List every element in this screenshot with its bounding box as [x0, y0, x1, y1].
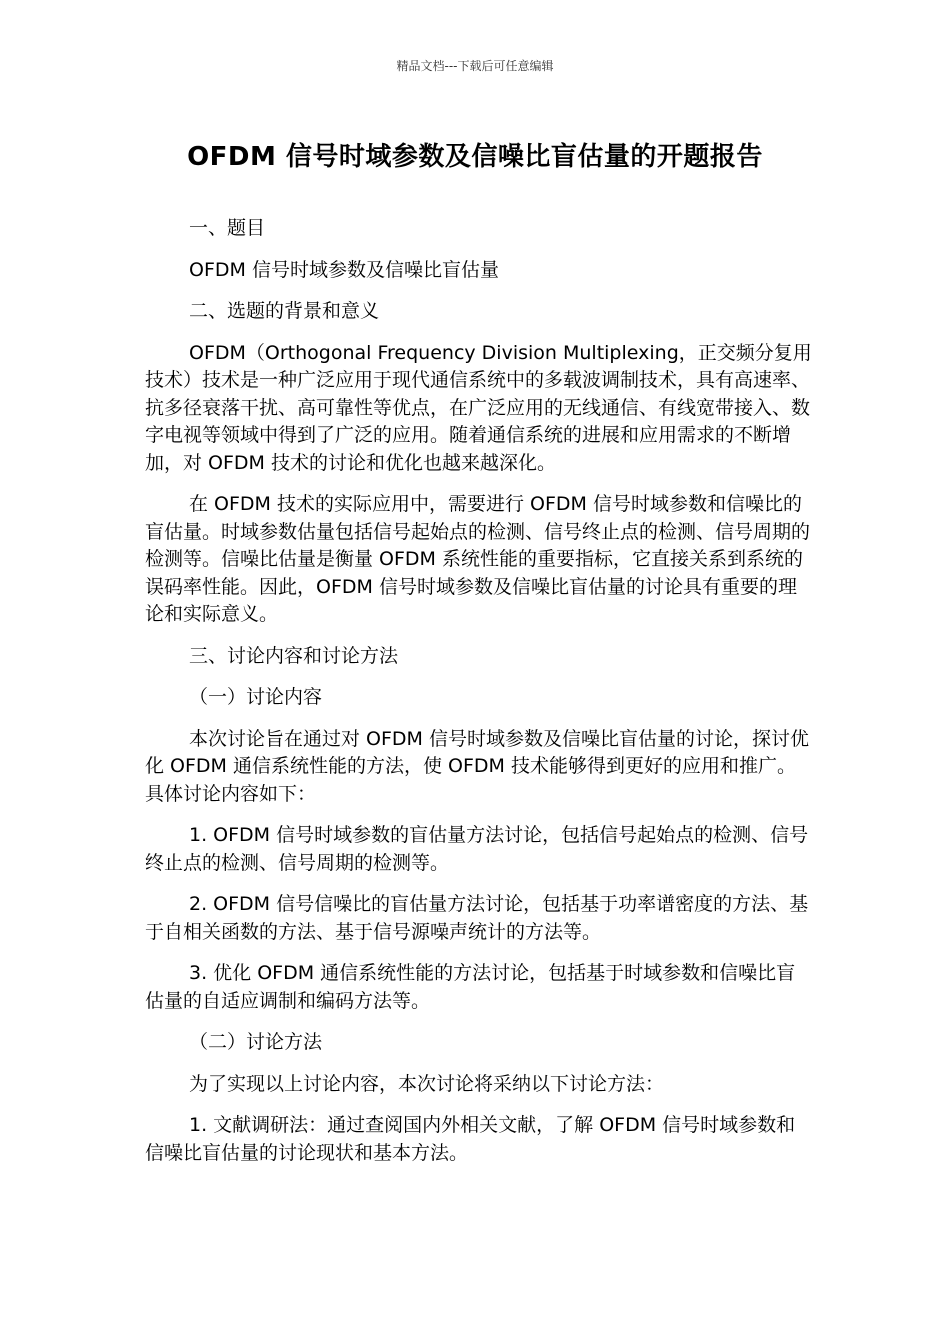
section-heading-topic: 一、题目: [189, 217, 266, 239]
subsection-heading-methods: （二）讨论方法: [189, 1031, 323, 1053]
section-heading-background: 二、选题的背景和意义: [189, 300, 380, 322]
section-heading-content-methods: 三、讨论内容和讨论方法: [189, 644, 399, 667]
background-paragraph-2: 在 OFDM 技术的实际应用中，需要进行 OFDM 信号时域参数和信噪比的盲估量。时域参数估量包括信号起始点的检测、信号终止点的检测、信号周期的检测等。信噪比估量是衡量 OFDM 系统性能的重要指标，它直接关系到系统的误码率性能。因此，OFDM 信号时域参数及信噪比盲估量的讨论具有重要的理论和实际意义。: [145, 493, 811, 625]
topic-text: OFDM 信号时域参数及信噪比盲估量: [189, 258, 499, 281]
document-title: OFDM 信号时域参数及信噪比盲估量的开题报告: [187, 142, 763, 172]
content-intro-paragraph: 本次讨论旨在通过对 OFDM 信号时域参数及信噪比盲估量的讨论，探讨优化 OFDM 通信系统性能的方法，使 OFDM 技术能够得到更好的应用和推广。具体讨论内容如下：: [145, 727, 809, 805]
content-list-item-3: 3. 优化 OFDM 通信系统性能的方法讨论，包括基于时域参数和信噪比盲估量的自适应调制和编码方法等。: [145, 962, 796, 1012]
content-list-item-1: 1. OFDM 信号时域参数的盲估量方法讨论，包括信号起始点的检测、信号终止点的检测、信号周期的检测等。: [145, 824, 809, 874]
content-list-item-2: 2. OFDM 信号信噪比的盲估量方法讨论，包括基于功率谱密度的方法、基于自相关函数的方法、基于信号源噪声统计的方法等。: [145, 893, 809, 943]
document-body: [145, 215, 813, 1181]
page-header-note: 精品文档---下载后可任意编辑: [396, 59, 554, 73]
methods-list-item-1: 1. 文献调研法：通过查阅国内外相关文献，了解 OFDM 信号时域参数和信噪比盲估量的讨论现状和基本方法。: [145, 1114, 796, 1164]
methods-intro-paragraph: 为了实现以上讨论内容，本次讨论将采纳以下讨论方法：: [189, 1072, 665, 1095]
background-paragraph-1: OFDM（Orthogonal Frequency Division Multiplexing，正交频分复用技术）技术是一种广泛应用于现代通信系统中的多载波调制技术，具有高速率、抗多径衰落干扰、高可靠性等优点，在广泛应用的无线通信、有线宽带接入、数字电视等领域中得到了广泛的应用。随着通信系统的进展和应用需求的不断增加，对 OFDM 技术的讨论和优化也越来越深化。: [145, 341, 812, 474]
subsection-heading-content: （一）讨论内容: [189, 686, 323, 708]
